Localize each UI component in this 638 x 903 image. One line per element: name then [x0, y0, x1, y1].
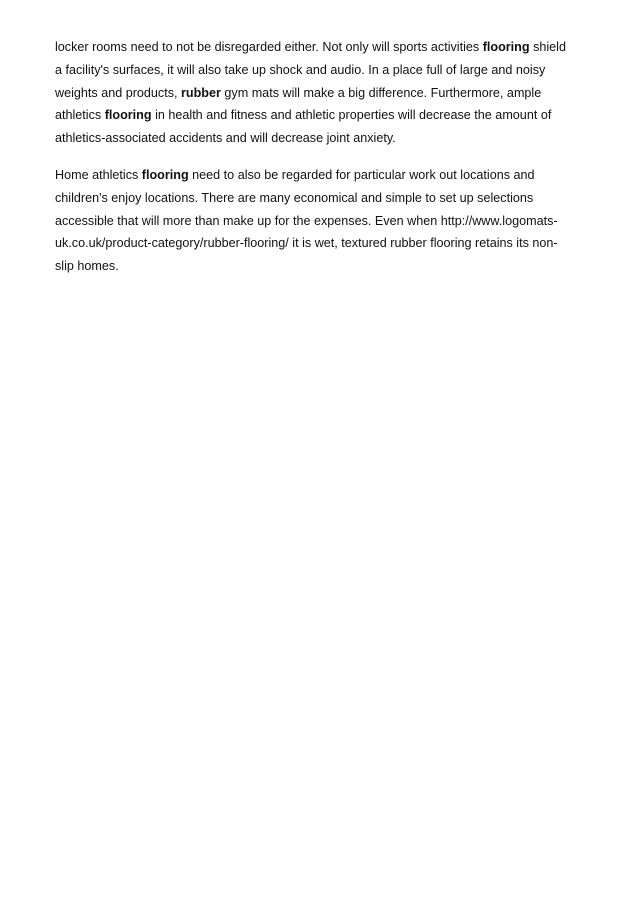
text-segment: weights and products,	[55, 85, 182, 100]
text-line	[55, 104, 585, 127]
bold-keyword: flooring	[104, 108, 152, 123]
text-line	[55, 82, 585, 105]
bold-keyword: flooring	[482, 40, 530, 54]
text-line	[55, 127, 585, 150]
text-segment: Home athletics	[55, 167, 142, 182]
text-segment: in health and fitness and athletic properties will decrease the amount of	[151, 108, 552, 123]
text-segment: gym mats will make a big difference. Furthermore, ample	[220, 85, 542, 100]
text-segment: uk.co.uk/product-category/rubber-flooring/ it is wet, textured rubber flooring retains its non-	[55, 236, 558, 251]
bold-keyword: flooring	[141, 167, 189, 182]
text-line	[55, 164, 585, 187]
text-segment: locker rooms need to not be disregarded either. Not only will sports activities	[55, 40, 483, 54]
text-line	[55, 59, 585, 82]
text-line	[55, 232, 585, 255]
text-segment: a facility's surfaces, it will also take up shock and audio. In a place full of large and noisy	[55, 62, 546, 77]
text-segment: athletics-associated accidents and will decrease joint anxiety.	[55, 131, 396, 146]
text-line	[55, 255, 585, 278]
text-segment: slip homes.	[55, 259, 119, 274]
text-segment: accessible that will more than make up for the expenses. Even when http://www.logomats-	[55, 213, 558, 228]
text-line	[55, 36, 585, 59]
text-segment: children's enjoy locations. There are many economical and simple to set up selections	[55, 190, 534, 205]
paragraph	[55, 36, 585, 150]
paragraph	[55, 164, 585, 278]
text-line	[55, 210, 585, 233]
text-line	[55, 187, 585, 210]
text-segment: shield	[529, 40, 566, 54]
document-body	[55, 36, 585, 292]
bold-keyword: rubber	[181, 85, 221, 100]
text-segment: need to also be regarded for particular work out locations and	[188, 167, 535, 182]
text-segment: athletics	[55, 108, 105, 123]
